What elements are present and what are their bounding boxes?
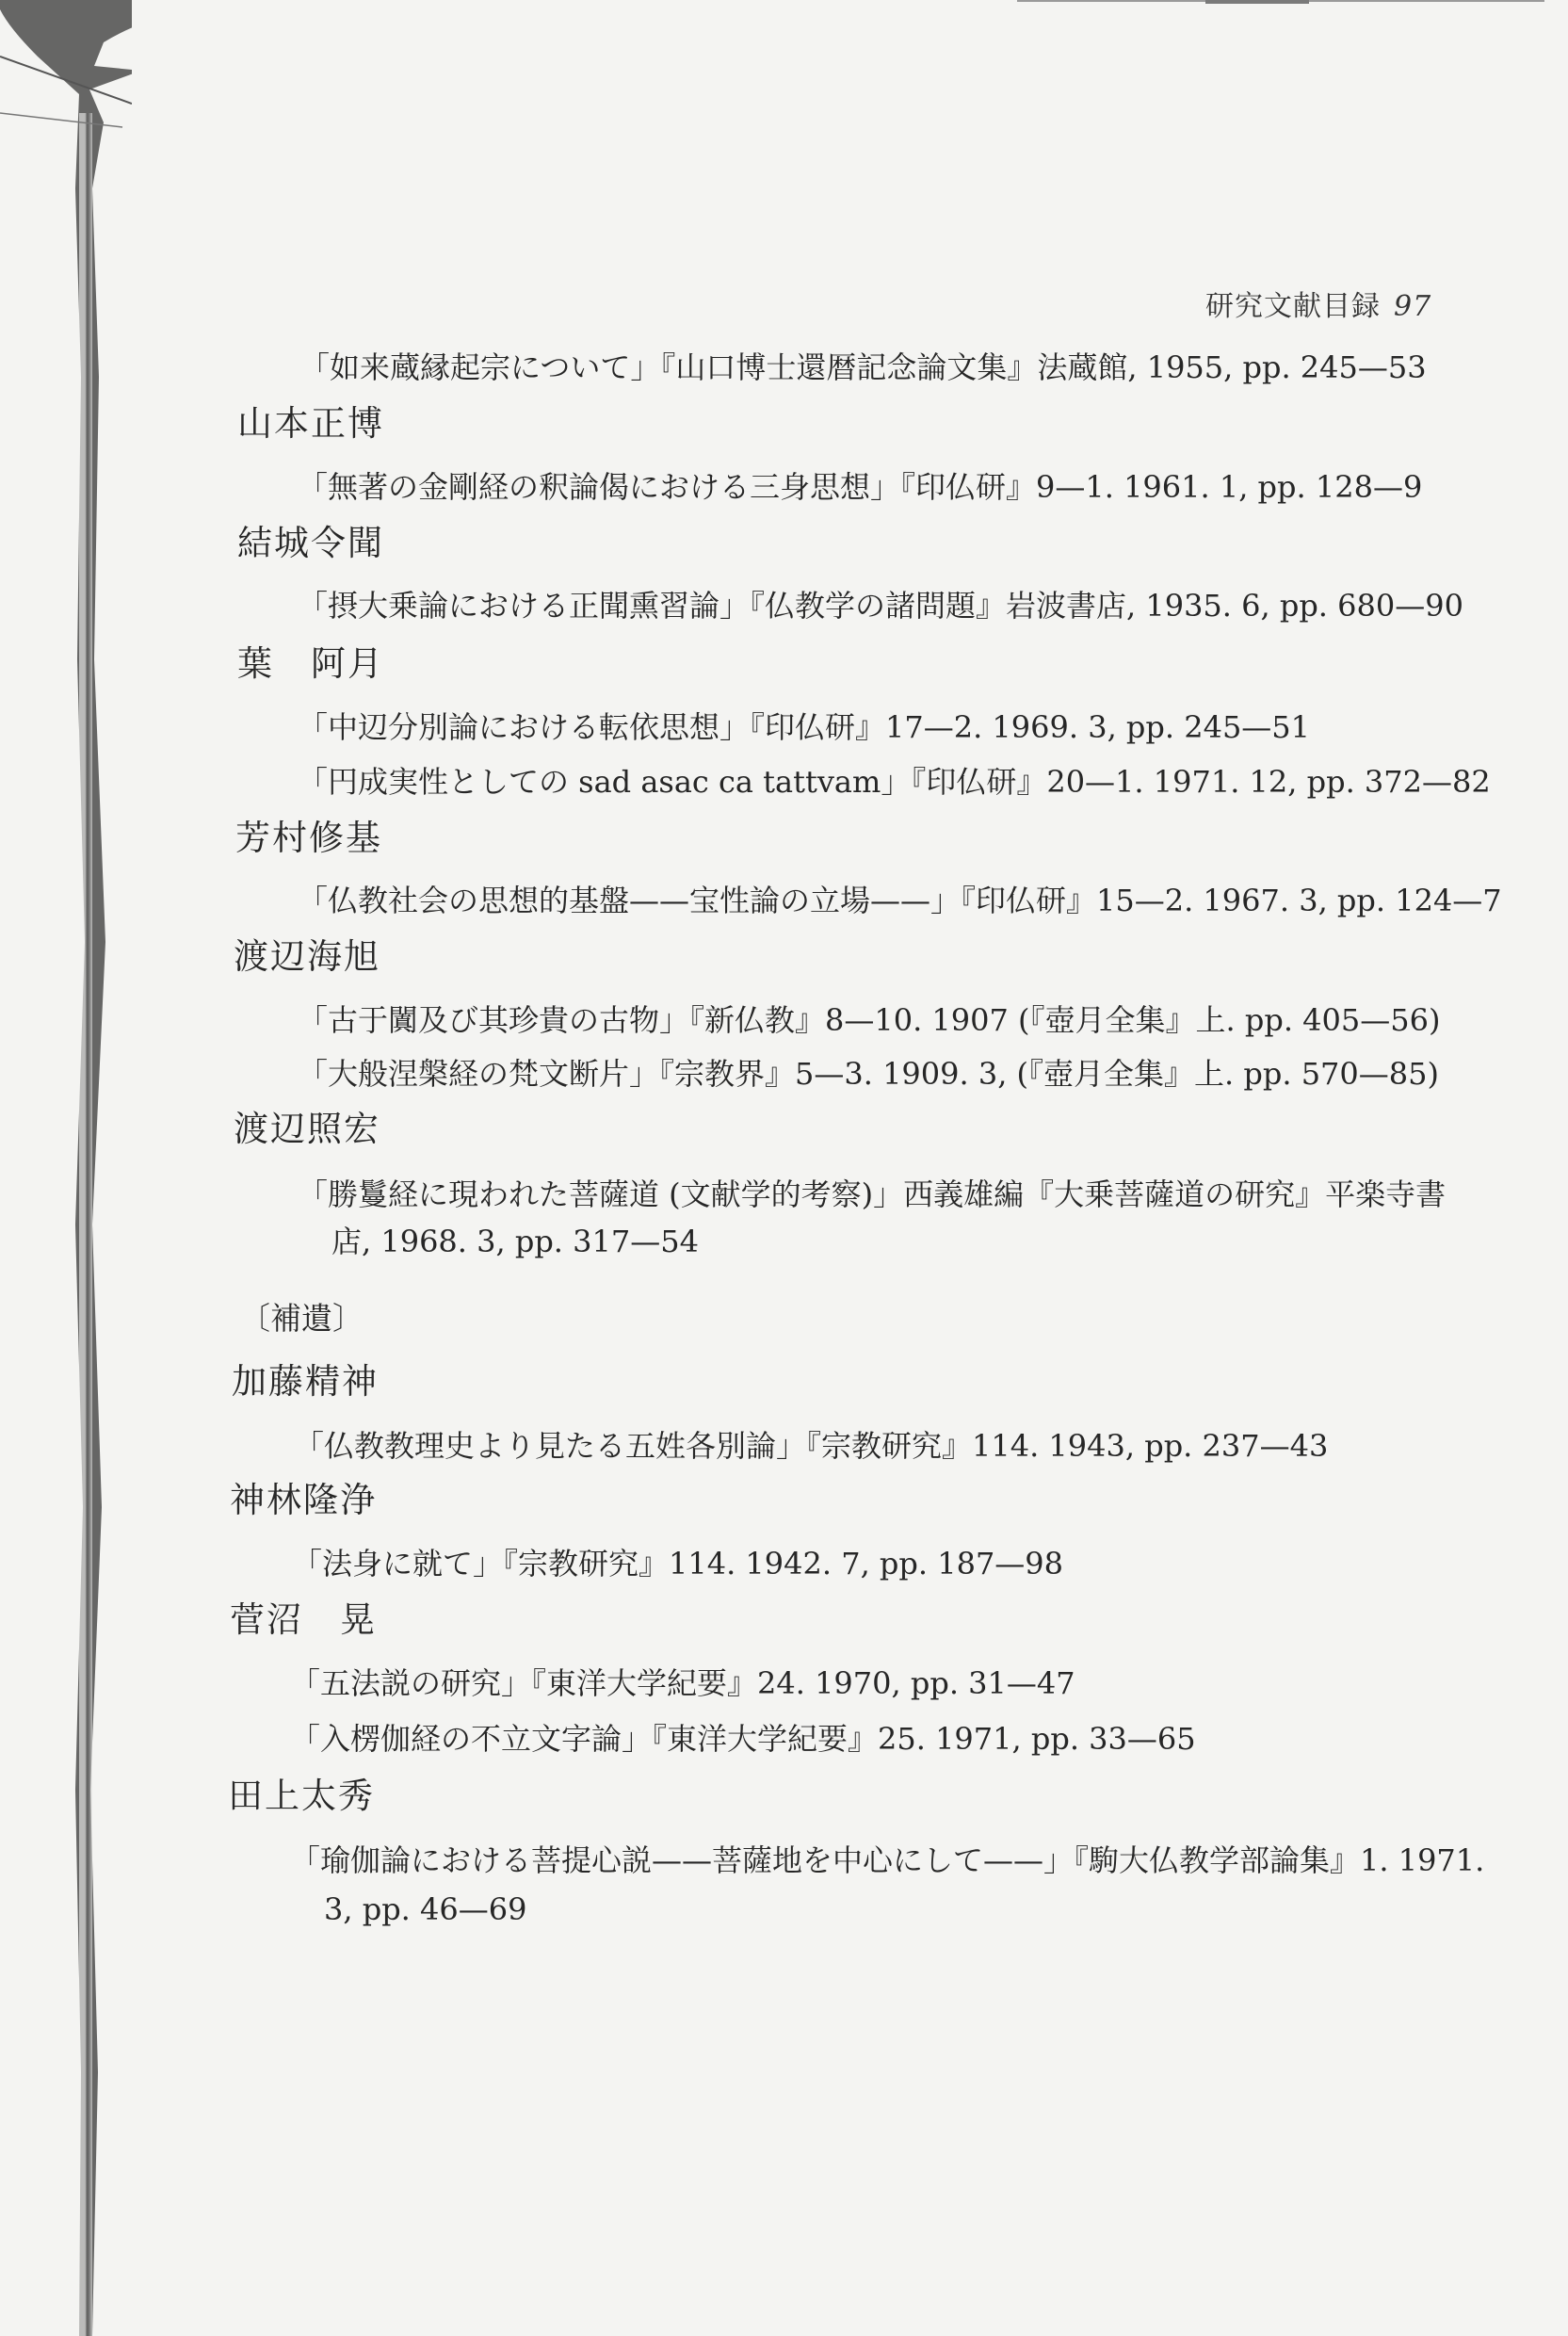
- bibliography-entry: 「古于闐及び其珍貴の古物」『新仏教』8—10. 1907 (『壺月全集』上. pp. 405—56): [298, 1002, 1441, 1038]
- header-title: 研究文献目録: [1205, 290, 1381, 323]
- bibliography-entry: 「仏教社会の思想的基盤——宝性論の立場——」『印仏研』15—2. 1967. 3, pp. 124—7: [298, 883, 1502, 918]
- bibliography-entry: 「大般涅槃経の梵文断片」『宗教界』5—3. 1909. 3, (『壺月全集』上. pp. 570—85): [298, 1056, 1439, 1092]
- author-name: 結城令聞: [237, 523, 384, 563]
- author-name: 芳村修基: [235, 818, 382, 858]
- scan-artifact: [1017, 0, 1544, 6]
- author-name: 神林隆浄: [230, 1480, 377, 1520]
- section-heading: 〔補遺〕: [239, 1300, 364, 1337]
- author-name: 加藤精神: [232, 1361, 379, 1402]
- bibliography-entry-continuation: 3, pp. 46—69: [324, 1891, 527, 1927]
- bibliography-entry: 「五法説の研究」『東洋大学紀要』24. 1970, pp. 31—47: [290, 1665, 1075, 1701]
- bibliography-entry: 「無著の金剛経の釈論偈における三身思想」『印仏研』9—1. 1961. 1, pp. 128—9: [298, 469, 1423, 505]
- author-name: 渡辺海旭: [234, 936, 380, 977]
- binding-edge-shadow: [0, 0, 132, 2336]
- bibliography-entry: 「摂大乗論における正聞熏習論」『仏教学の諸問題』岩波書店, 1935. 6, pp. 680—90: [298, 588, 1463, 624]
- author-name: 菅沼 晃: [230, 1599, 377, 1640]
- bibliography-entry-continuation: 店, 1968. 3, pp. 317—54: [331, 1224, 699, 1259]
- author-name: 田上太秀: [228, 1776, 375, 1816]
- bibliography-entry: 「如来蔵縁起宗について」『山口博士還暦記念論文集』法蔵館, 1955, pp. 245—53: [299, 349, 1427, 385]
- author-name: 渡辺照宏: [234, 1109, 380, 1149]
- author-name: 葉 阿月: [237, 643, 384, 684]
- bibliography-entry: 「仏教教理史より見たる五姓各別論」『宗教研究』114. 1943, pp. 237—43: [294, 1428, 1329, 1464]
- bibliography-entry: 「法身に就て」『宗教研究』114. 1942. 7, pp. 187—98: [292, 1546, 1064, 1582]
- author-name: 山本正博: [237, 403, 384, 444]
- running-header: [1205, 283, 1431, 324]
- bibliography-entry: 「中辺分別論における転依思想」『印仏研』17—2. 1969. 3, pp. 245—51: [298, 709, 1311, 745]
- bibliography-entry: 「勝鬘経に現われた菩薩道 (文献学的考察)」西義雄編『大乗菩薩道の研究』平楽寺書: [298, 1176, 1447, 1212]
- bibliography-entry: 「瑜伽論における菩提心説——菩薩地を中心にして——」『駒大仏教学部論集』1. 1971.: [290, 1842, 1485, 1878]
- bibliography-entry: 「入楞伽経の不立文字論」『東洋大学紀要』25. 1971, pp. 33—65: [290, 1721, 1196, 1757]
- bibliography-entry: 「円成実性としての sad asac ca tattvam」『印仏研』20—1. 1971. 12, pp. 372—82: [298, 764, 1491, 800]
- page-number: 97: [1394, 290, 1432, 323]
